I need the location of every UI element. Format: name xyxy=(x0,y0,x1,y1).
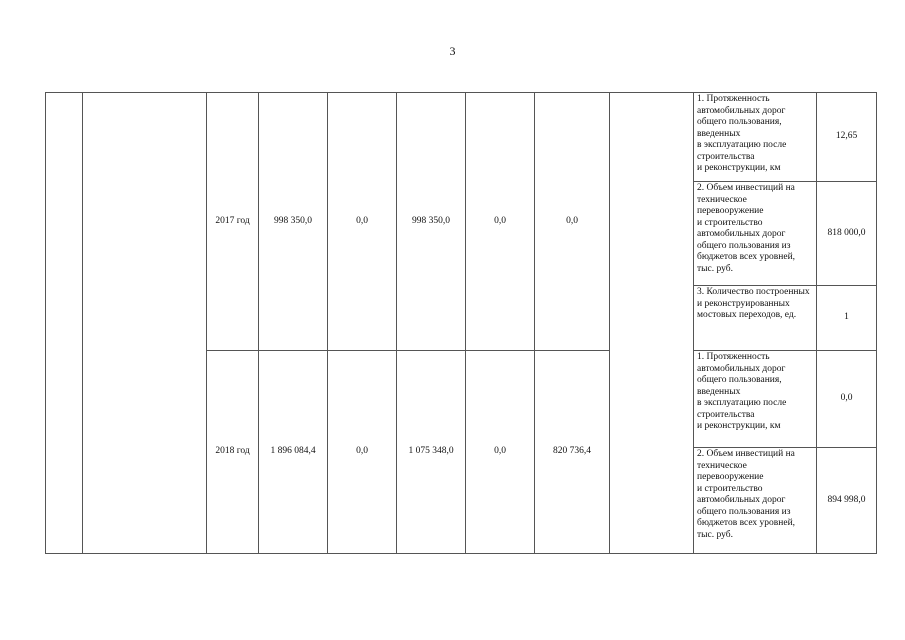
year-cell: 2018 год xyxy=(207,351,259,554)
indicator-text: 1. Протяженность автомобильных дорог общего пользования, введенных в эксплуатацию после строительства и реконструкции, км xyxy=(694,93,817,182)
year-cell: 2017 год xyxy=(207,93,259,351)
name-cell xyxy=(83,93,207,554)
indicator-text: 1. Протяженность автомобильных дорог общего пользования, введенных в эксплуатацию после строительства и реконструкции, км xyxy=(694,351,817,448)
executor-cell xyxy=(610,93,694,554)
total-cell: 1 896 084,4 xyxy=(259,351,328,554)
indicator-text: 2. Объем инвестиций на техническое перевооружение и строительство автомобильных дорог общего пользования из бюджетов всех уровней, тыс. руб. xyxy=(694,182,817,286)
indicator-value: 0,0 xyxy=(817,351,877,448)
other-sources-cell: 820 736,4 xyxy=(535,351,610,554)
program-table xyxy=(45,92,877,554)
local-budget-cell: 0,0 xyxy=(466,93,535,351)
regional-budget-cell: 998 350,0 xyxy=(397,93,466,351)
regional-budget-cell: 1 075 348,0 xyxy=(397,351,466,554)
indicator-value: 818 000,0 xyxy=(817,182,877,286)
federal-budget-cell: 0,0 xyxy=(328,351,397,554)
local-budget-cell: 0,0 xyxy=(466,351,535,554)
indicator-value: 1 xyxy=(817,286,877,351)
table-row xyxy=(46,93,877,182)
indicator-value: 12,65 xyxy=(817,93,877,182)
other-sources-cell: 0,0 xyxy=(535,93,610,351)
indicator-value: 894 998,0 xyxy=(817,448,877,554)
indicator-text: 2. Объем инвестиций на техническое перевооружение и строительство автомобильных дорог общего пользования из бюджетов всех уровней, тыс. руб. xyxy=(694,448,817,554)
number-cell xyxy=(46,93,83,554)
total-cell: 998 350,0 xyxy=(259,93,328,351)
federal-budget-cell: 0,0 xyxy=(328,93,397,351)
page-number: 3 xyxy=(449,44,456,58)
indicator-text: 3. Количество построенных и реконструированных мостовых переходов, ед. xyxy=(694,286,817,351)
